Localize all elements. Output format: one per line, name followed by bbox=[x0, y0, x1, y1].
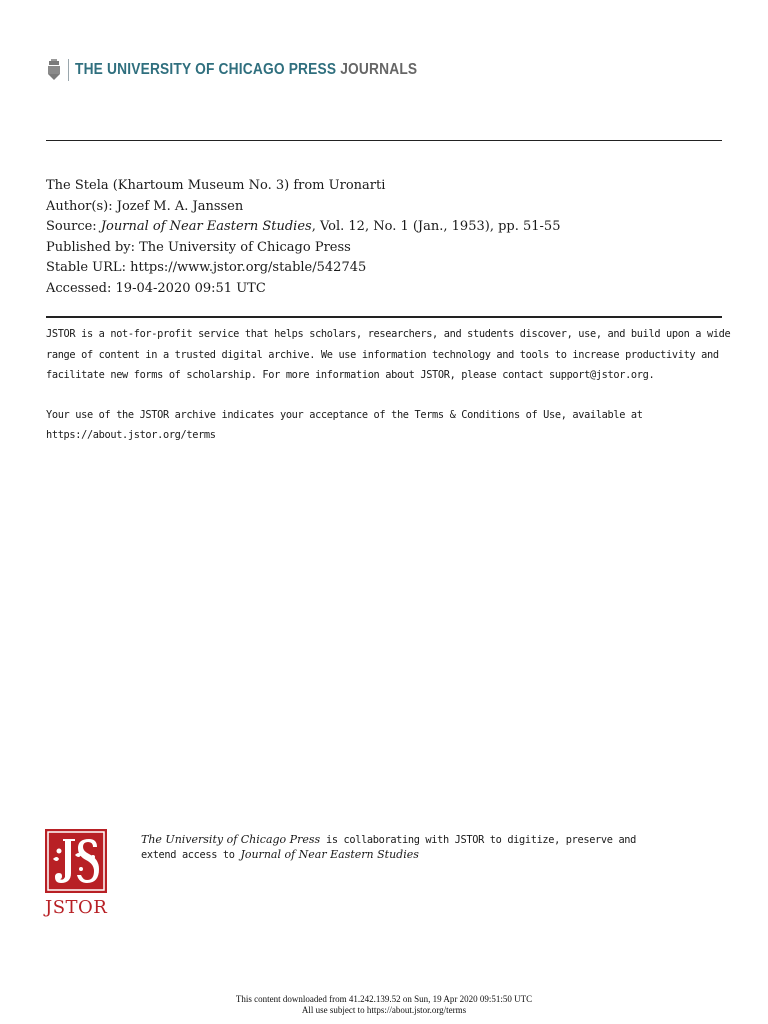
source-label: Source: bbox=[46, 219, 97, 235]
info-line-3: facilitate new forms of scholarship. For more information about JSTOR, please contact support@jstor.org. bbox=[46, 369, 655, 382]
footer-terms-line: All use subject to https://about.jstor.org/terms bbox=[301, 1005, 467, 1015]
accessed-label: Accessed: bbox=[46, 280, 112, 296]
collaborating-publisher: The University of Chicago Press bbox=[141, 833, 321, 846]
source-line bbox=[46, 217, 722, 238]
article-metadata bbox=[46, 176, 722, 300]
jstor-emblem-icon bbox=[45, 829, 107, 893]
authors-label: Author(s): bbox=[46, 198, 113, 214]
footer-download-line: This content downloaded from 41.242.139.52 on Sun, 19 Apr 2020 09:51:50 UTC bbox=[235, 994, 533, 1004]
info-line-1: JSTOR is a not-for-profit service that helps scholars, researchers, and students discover, use, and build upon a wide bbox=[46, 328, 731, 340]
collaboration-journal: Journal of Near Eastern Studies bbox=[240, 847, 419, 861]
terms-line-1: Your use of the JSTOR archive indicates your acceptance of the Terms & Conditions of Use, available at bbox=[46, 408, 643, 421]
publisher-value: The University of Chicago Press bbox=[139, 239, 351, 255]
jstor-wordmark: JSTOR bbox=[45, 897, 108, 918]
info-line-2: range of content in a trusted digital archive. We use information technology and tools to increase productivity and bbox=[46, 348, 719, 361]
jstor-info bbox=[46, 324, 731, 446]
press-seal-icon bbox=[46, 59, 62, 81]
collaboration-text-2: extend access to bbox=[141, 848, 241, 861]
logo-journals-text: JOURNALS bbox=[340, 61, 418, 78]
stable-url-label: Stable URL: bbox=[46, 260, 126, 276]
article-title: The Stela (Khartoum Museum No. 3) from Uronarti bbox=[46, 178, 386, 193]
download-footer bbox=[0, 994, 768, 1016]
published-label: Published by: bbox=[46, 239, 135, 255]
logo-divider bbox=[68, 59, 69, 81]
authors-line bbox=[46, 197, 722, 218]
top-rule bbox=[46, 140, 722, 141]
logo-main-text: THE UNIVERSITY OF CHICAGO PRESS bbox=[75, 61, 337, 78]
accessed-line bbox=[46, 279, 722, 300]
accessed-value: 19-04-2020 09:51 UTC bbox=[115, 280, 266, 296]
source-details: , Vol. 12, No. 1 (Jan., 1953), pp. 51-55 bbox=[311, 219, 561, 235]
jstor-logo[interactable] bbox=[45, 829, 109, 918]
stable-url-link[interactable]: https://www.jstor.org/stable/542745 bbox=[130, 260, 367, 276]
middle-rule bbox=[46, 316, 722, 318]
logo-text bbox=[75, 61, 417, 79]
source-journal: Journal of Near Eastern Studies bbox=[100, 219, 312, 235]
authors-value: Jozef M. A. Janssen bbox=[116, 198, 244, 214]
stable-url-line bbox=[46, 258, 722, 279]
press-journals-logo[interactable] bbox=[46, 58, 473, 82]
collaboration-text-1: is collaborating with JSTOR to digitize, preserve and bbox=[320, 834, 637, 846]
collaboration-line-2 bbox=[141, 848, 701, 863]
terms-link[interactable]: https://about.jstor.org/terms bbox=[46, 429, 216, 442]
collaboration-line-1 bbox=[141, 833, 701, 848]
collaboration-note bbox=[141, 833, 701, 862]
publisher-line bbox=[46, 238, 722, 259]
